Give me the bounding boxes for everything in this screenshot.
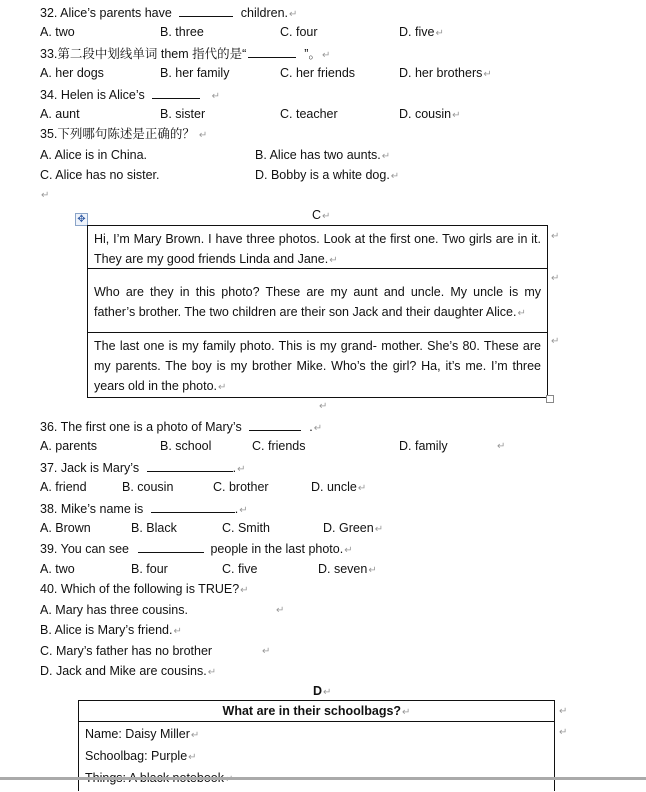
paragraph-text: Who are they in this photo? These are my aunt and uncle. My uncle is my father’s brother. The two children are their son Jack and their daughter Alice.: [94, 285, 541, 319]
option-a: A. two: [40, 25, 75, 39]
option-text: D. seven: [318, 562, 368, 576]
paragraph-mark-icon: ↵: [381, 151, 391, 162]
question-36: [40, 418, 322, 437]
option-b: B. sister: [160, 107, 206, 121]
option-d: [318, 561, 377, 579]
row-end-mark-icon: ↵: [559, 727, 568, 738]
option-c: C. friends: [252, 439, 306, 453]
paragraph-mark-icon: ↵: [198, 130, 208, 141]
paragraph-mark-icon: ↵: [41, 190, 50, 201]
option-c: C. four: [280, 25, 318, 39]
option-text: B. Alice has two aunts.: [255, 148, 381, 162]
paragraph-mark-icon: ↵: [402, 707, 411, 718]
paragraph-mark-icon: ↵: [517, 308, 526, 319]
option-c: C. teacher: [280, 107, 338, 121]
answer-blank: [138, 540, 204, 553]
paragraph-mark-icon: ↵: [319, 401, 328, 412]
passage-paragraph-1: [88, 226, 547, 269]
section-c-label: [312, 207, 330, 225]
option-a: A. Brown: [40, 521, 91, 535]
paragraph-mark-icon: ↵: [218, 382, 227, 393]
question-32: [40, 4, 297, 23]
question-stem: 38. Mike’s name is: [40, 502, 144, 516]
question-stem-end: .: [309, 420, 313, 434]
option-a: A. Alice is in China.: [40, 148, 147, 162]
section-label-text: C: [312, 208, 322, 222]
option-b: B. four: [131, 562, 168, 576]
answer-blank: [249, 418, 301, 431]
paragraph-mark-icon: ↵: [323, 687, 332, 698]
passage-paragraph-2: [88, 269, 547, 333]
section-label-text: D: [313, 684, 323, 698]
option-b: [255, 147, 390, 165]
row-name: [85, 724, 548, 746]
option-d: [399, 65, 492, 83]
answer-blank: [248, 45, 296, 58]
question-stem: 33.第二段中划线单词 them 指代的是“: [40, 47, 247, 61]
option-d: [323, 520, 383, 538]
paragraph-mark-icon: ↵: [322, 211, 331, 222]
paragraph-text: The last one is my family photo. This is my grand- mother. She’s 80. These are my parents. The boy is my brother Mike. Who’s the girl? Ha, it’s me. I’m three years old in the photo.: [94, 339, 541, 393]
question-stem: 37. Jack is Mary’s: [40, 461, 140, 475]
answer-blank: [147, 459, 233, 472]
section-d-label: [313, 683, 331, 701]
paragraph-mark-icon: ↵: [190, 730, 200, 741]
question-33: [40, 45, 330, 64]
option-c: C. her friends: [280, 66, 356, 80]
paragraph-mark-icon: ↵: [289, 9, 298, 20]
question-40: [40, 581, 249, 599]
row-schoolbag: [85, 746, 548, 768]
option-d: [399, 106, 461, 124]
question-stem-end: children.: [240, 6, 289, 20]
question-stem: 34. Helen is Alice’s: [40, 88, 145, 102]
option-c: C. Alice has no sister.: [40, 168, 160, 182]
passage-paragraph-3: [88, 333, 547, 397]
passage-c-table: [87, 225, 548, 398]
paragraph-mark-icon: ↵: [239, 505, 248, 516]
paragraph-mark-icon: ↵: [276, 605, 285, 616]
paragraph-mark-icon: ↵: [173, 626, 182, 637]
option-text: D. her brothers: [399, 66, 483, 80]
option-c: C. Mary’s father has no brother: [40, 644, 213, 658]
option-d: [40, 663, 216, 681]
paragraph-mark-icon: ↵: [211, 91, 221, 102]
option-d: [255, 167, 399, 185]
table-title: [79, 701, 554, 722]
table-move-handle-icon[interactable]: ✥: [75, 213, 88, 226]
question-stem-end: .: [232, 461, 237, 475]
question-stem: 40. Which of the following is TRUE?: [40, 582, 240, 596]
table-body: [79, 722, 554, 792]
option-b: B. school: [160, 439, 212, 453]
option-b: B. three: [160, 25, 204, 39]
paragraph-mark-icon: ↵: [262, 646, 271, 657]
question-stem-end: people in the last photo.: [210, 542, 344, 556]
question-stem: 35.下列哪句陈述是正确的？: [40, 127, 195, 141]
option-a: A. Mary has three cousins.: [40, 603, 188, 617]
paragraph-mark-icon: ↵: [452, 110, 461, 121]
question-38: [40, 500, 248, 519]
option-a: A. her dogs: [40, 66, 104, 80]
option-d: [311, 479, 366, 497]
paragraph-mark-icon: ↵: [207, 667, 217, 678]
option-a: A. friend: [40, 480, 87, 494]
question-37: [40, 459, 245, 478]
paragraph-mark-icon: ↵: [329, 255, 338, 266]
question-35: [40, 126, 207, 144]
option-a: A. two: [40, 562, 75, 576]
option-d: [399, 24, 444, 42]
option-b: B. Black: [131, 521, 177, 535]
paragraph-mark-icon: ↵: [188, 752, 197, 763]
answer-blank: [179, 4, 233, 17]
paragraph-mark-icon: ↵: [357, 483, 367, 494]
question-stem: 36. The first one is a photo of Mary’s: [40, 420, 242, 434]
option-c: C. Smith: [222, 521, 270, 535]
option-text: D. Bobby is a white dog.: [255, 168, 390, 182]
question-stem: 32. Alice’s parents have: [40, 6, 172, 20]
option-d: D. family: [399, 439, 448, 453]
paragraph-mark-icon: ↵: [344, 545, 353, 556]
row-end-mark-icon: ↵: [551, 231, 560, 242]
table-title-text: What are in their schoolbags?: [222, 704, 402, 718]
row-text: Name: Daisy Miller: [85, 727, 190, 741]
row-end-mark-icon: ↵: [551, 273, 560, 284]
table-resize-handle-icon[interactable]: [546, 395, 554, 403]
answer-blank: [152, 86, 200, 99]
option-text: D. cousin: [399, 107, 452, 121]
option-b: [40, 622, 182, 640]
option-a: A. parents: [40, 439, 97, 453]
option-b: B. cousin: [122, 480, 174, 494]
paragraph-mark-icon: ↵: [240, 585, 249, 596]
paragraph-mark-icon: ↵: [313, 423, 323, 434]
option-c: C. brother: [213, 480, 269, 494]
row-text: Schoolbag: Purple: [85, 749, 188, 763]
question-stem-end: ”。: [304, 47, 321, 61]
option-text: D. Green: [323, 521, 374, 535]
option-c: C. five: [222, 562, 258, 576]
paragraph-mark-icon: ↵: [390, 171, 400, 182]
paragraph-mark-icon: ↵: [435, 28, 444, 39]
option-a: A. aunt: [40, 107, 80, 121]
answer-blank: [151, 500, 235, 513]
paragraph-mark-icon: ↵: [321, 50, 331, 61]
question-stem: 39. You can see: [40, 542, 129, 556]
option-text: D. Jack and Mike are cousins.: [40, 664, 207, 678]
option-b: B. her family: [160, 66, 230, 80]
paragraph-text: Hi, I’m Mary Brown. I have three photos. Look at the first one. Two girls are in it. They are my good friends Linda and Jane.: [94, 232, 541, 266]
paragraph-mark-icon: ↵: [237, 464, 246, 475]
paragraph-mark-icon: ↵: [374, 524, 384, 535]
question-39: [40, 540, 353, 559]
option-text: D. uncle: [311, 480, 357, 494]
option-text: D. five: [399, 25, 435, 39]
paragraph-mark-icon: ↵: [497, 441, 506, 452]
paragraph-mark-icon: ↵: [368, 565, 377, 576]
question-stem-end: .: [234, 502, 239, 516]
paragraph-mark-icon: ↵: [483, 69, 492, 80]
row-end-mark-icon: ↵: [551, 336, 560, 347]
option-text: B. Alice is Mary’s friend.: [40, 623, 173, 637]
question-34: [40, 86, 220, 105]
row-end-mark-icon: ↵: [559, 706, 568, 717]
